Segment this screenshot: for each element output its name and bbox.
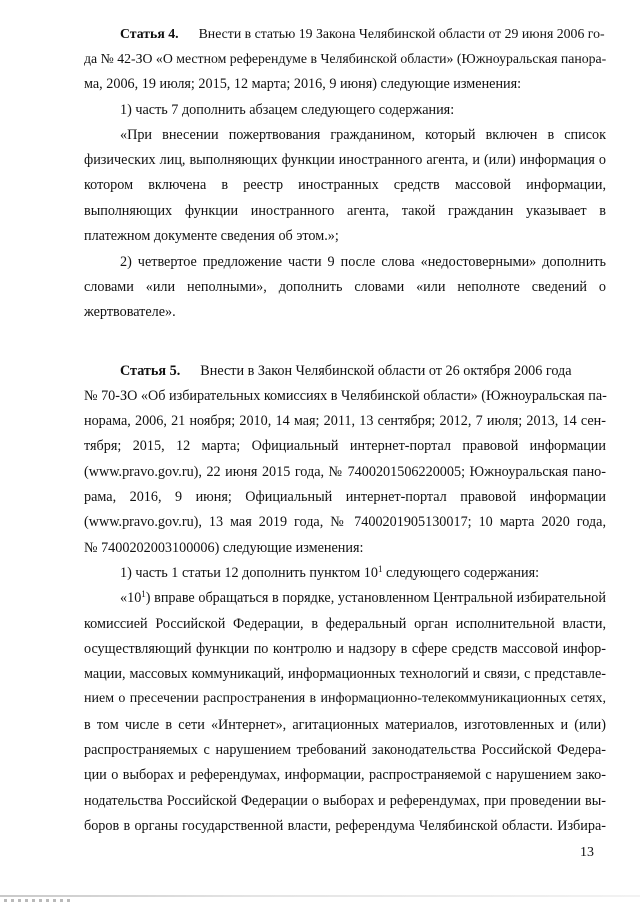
article-5-heading: Статья 5. [120,363,181,379]
article-5-quote-line-5: нием о пресечении распространения в информационно-телекоммуникационных сетях, [84,691,606,706]
article-5-line-8: № 7400202003100006) следующие изменения: [84,540,364,556]
article-5-item-1-superscript: 1 [377,564,383,574]
article-4-quote-line-1: «При внесении пожертвования гражданином, который включен в список [120,127,606,143]
article-5-quote-line-7: распространяемых с нарушением требований законодательства Российской Федера- [84,742,606,758]
article-5-quote-line-10: боров в органы государственной власти, референдума Челябинской области. Избира- [84,818,606,834]
page-number: 13 [580,845,594,860]
article-5-quote-line-2: комиссией Российской Федерации, в федеральный орган исполнительной власти, [84,616,606,632]
article-4-quote-line-2: физических лиц, выполняющих функции иностранного агента, и (или) информация о [84,152,606,168]
article-5-item-1 [120,561,606,585]
article-5-line-7: (www.pravo.gov.ru), 13 мая 2019 года, № 7400201905130017; 10 марта 2020 года, [84,514,606,530]
article-4-line-1 [120,22,606,46]
article-5-line-6: рама, 2016, 9 июня; Официальный интернет-портал правовой информации [84,489,606,505]
article-4-item-2-line-1: 2) четвертое предложение части 9 после слова «недостоверными» дополнить [120,254,606,270]
article-5-quote-line-8: ции о выборах и референдумах, информации, распространяемой с нарушением зако- [84,767,606,783]
article-4-line-2: да № 42-ЗО «О местном референдуме в Челябинской области» (Южноуральская панора- [84,51,607,66]
article-5-line-1 [120,359,606,383]
article-5-line-3: норама, 2006, 21 ноября; 2010, 14 мая; 2011, 13 сентября; 2012, 7 июля; 2013, 14 сен- [84,413,606,429]
article-5-line-5: (www.pravo.gov.ru), 22 июня 2015 года, № 7400201506220005; Южноуральская пано- [84,464,606,480]
article-4-quote-line-5: платежном документе сведения об этом.»; [84,228,339,244]
article-4-item-1: 1) часть 7 дополнить абзацем следующего содержания: [120,102,455,118]
page-bottom-edge [0,895,640,897]
article-4-heading: Статья 4. [120,26,179,41]
article-5-line-4: тября; 2015, 12 марта; Официальный интернет-портал правовой информации [84,438,606,454]
article-5-quote-line-9: нодательства Российской Федерации о выборах и референдумах, при проведении вы- [84,793,606,809]
article-5-quote-line-6: в том числе в сети «Интернет», агитационных материалов, изготовленных и (или) [84,717,606,733]
page-bottom-edge-marks [4,899,74,902]
article-4-text: Внести в статью 19 Закона Челябинской области от 29 июня 2006 го- [198,26,605,41]
article-5-quote-start: «10 [120,590,142,606]
article-5-line-2: № 70-ЗО «Об избирательных комиссиях в Челябинской области» (Южноуральская па- [84,388,607,404]
article-5-quote-line-1 [120,586,606,610]
article-4-item-2-line-2: словами «или неполными», дополнить словами «или неполноте сведений о [84,279,606,295]
article-5-quote-line-4: мации, массовых коммуникаций, информационных технологий и связи, с представле- [84,666,606,682]
article-4-quote-line-4: выполняющих функции иностранного агента, такой гражданин указывает в [84,203,606,219]
article-5-item-1-text: 1) часть 1 статьи 12 дополнить пунктом 10 [120,565,378,581]
article-5-text: Внести в Закон Челябинской области от 26 октября 2006 года [200,363,572,379]
article-5-quote-text: ) вправе обращаться в порядке, установленном Центральной избирательной [145,590,606,606]
article-4-item-2-line-3: жертвователе». [84,304,176,320]
article-5-quote-superscript: 1 [141,589,146,599]
article-4-quote-line-3: котором включена в реестр иностранных средств массовой информации, [84,177,606,193]
article-5-item-1-text-end: следующего содержания: [382,565,540,581]
article-4-line-3: ма, 2006, 19 июля; 2015, 12 марта; 2016, 9 июня) следующие изменения: [84,76,522,92]
article-5-quote-line-3: осуществляющий функции по контролю и надзору в сфере средств массовой инфор- [84,641,606,657]
